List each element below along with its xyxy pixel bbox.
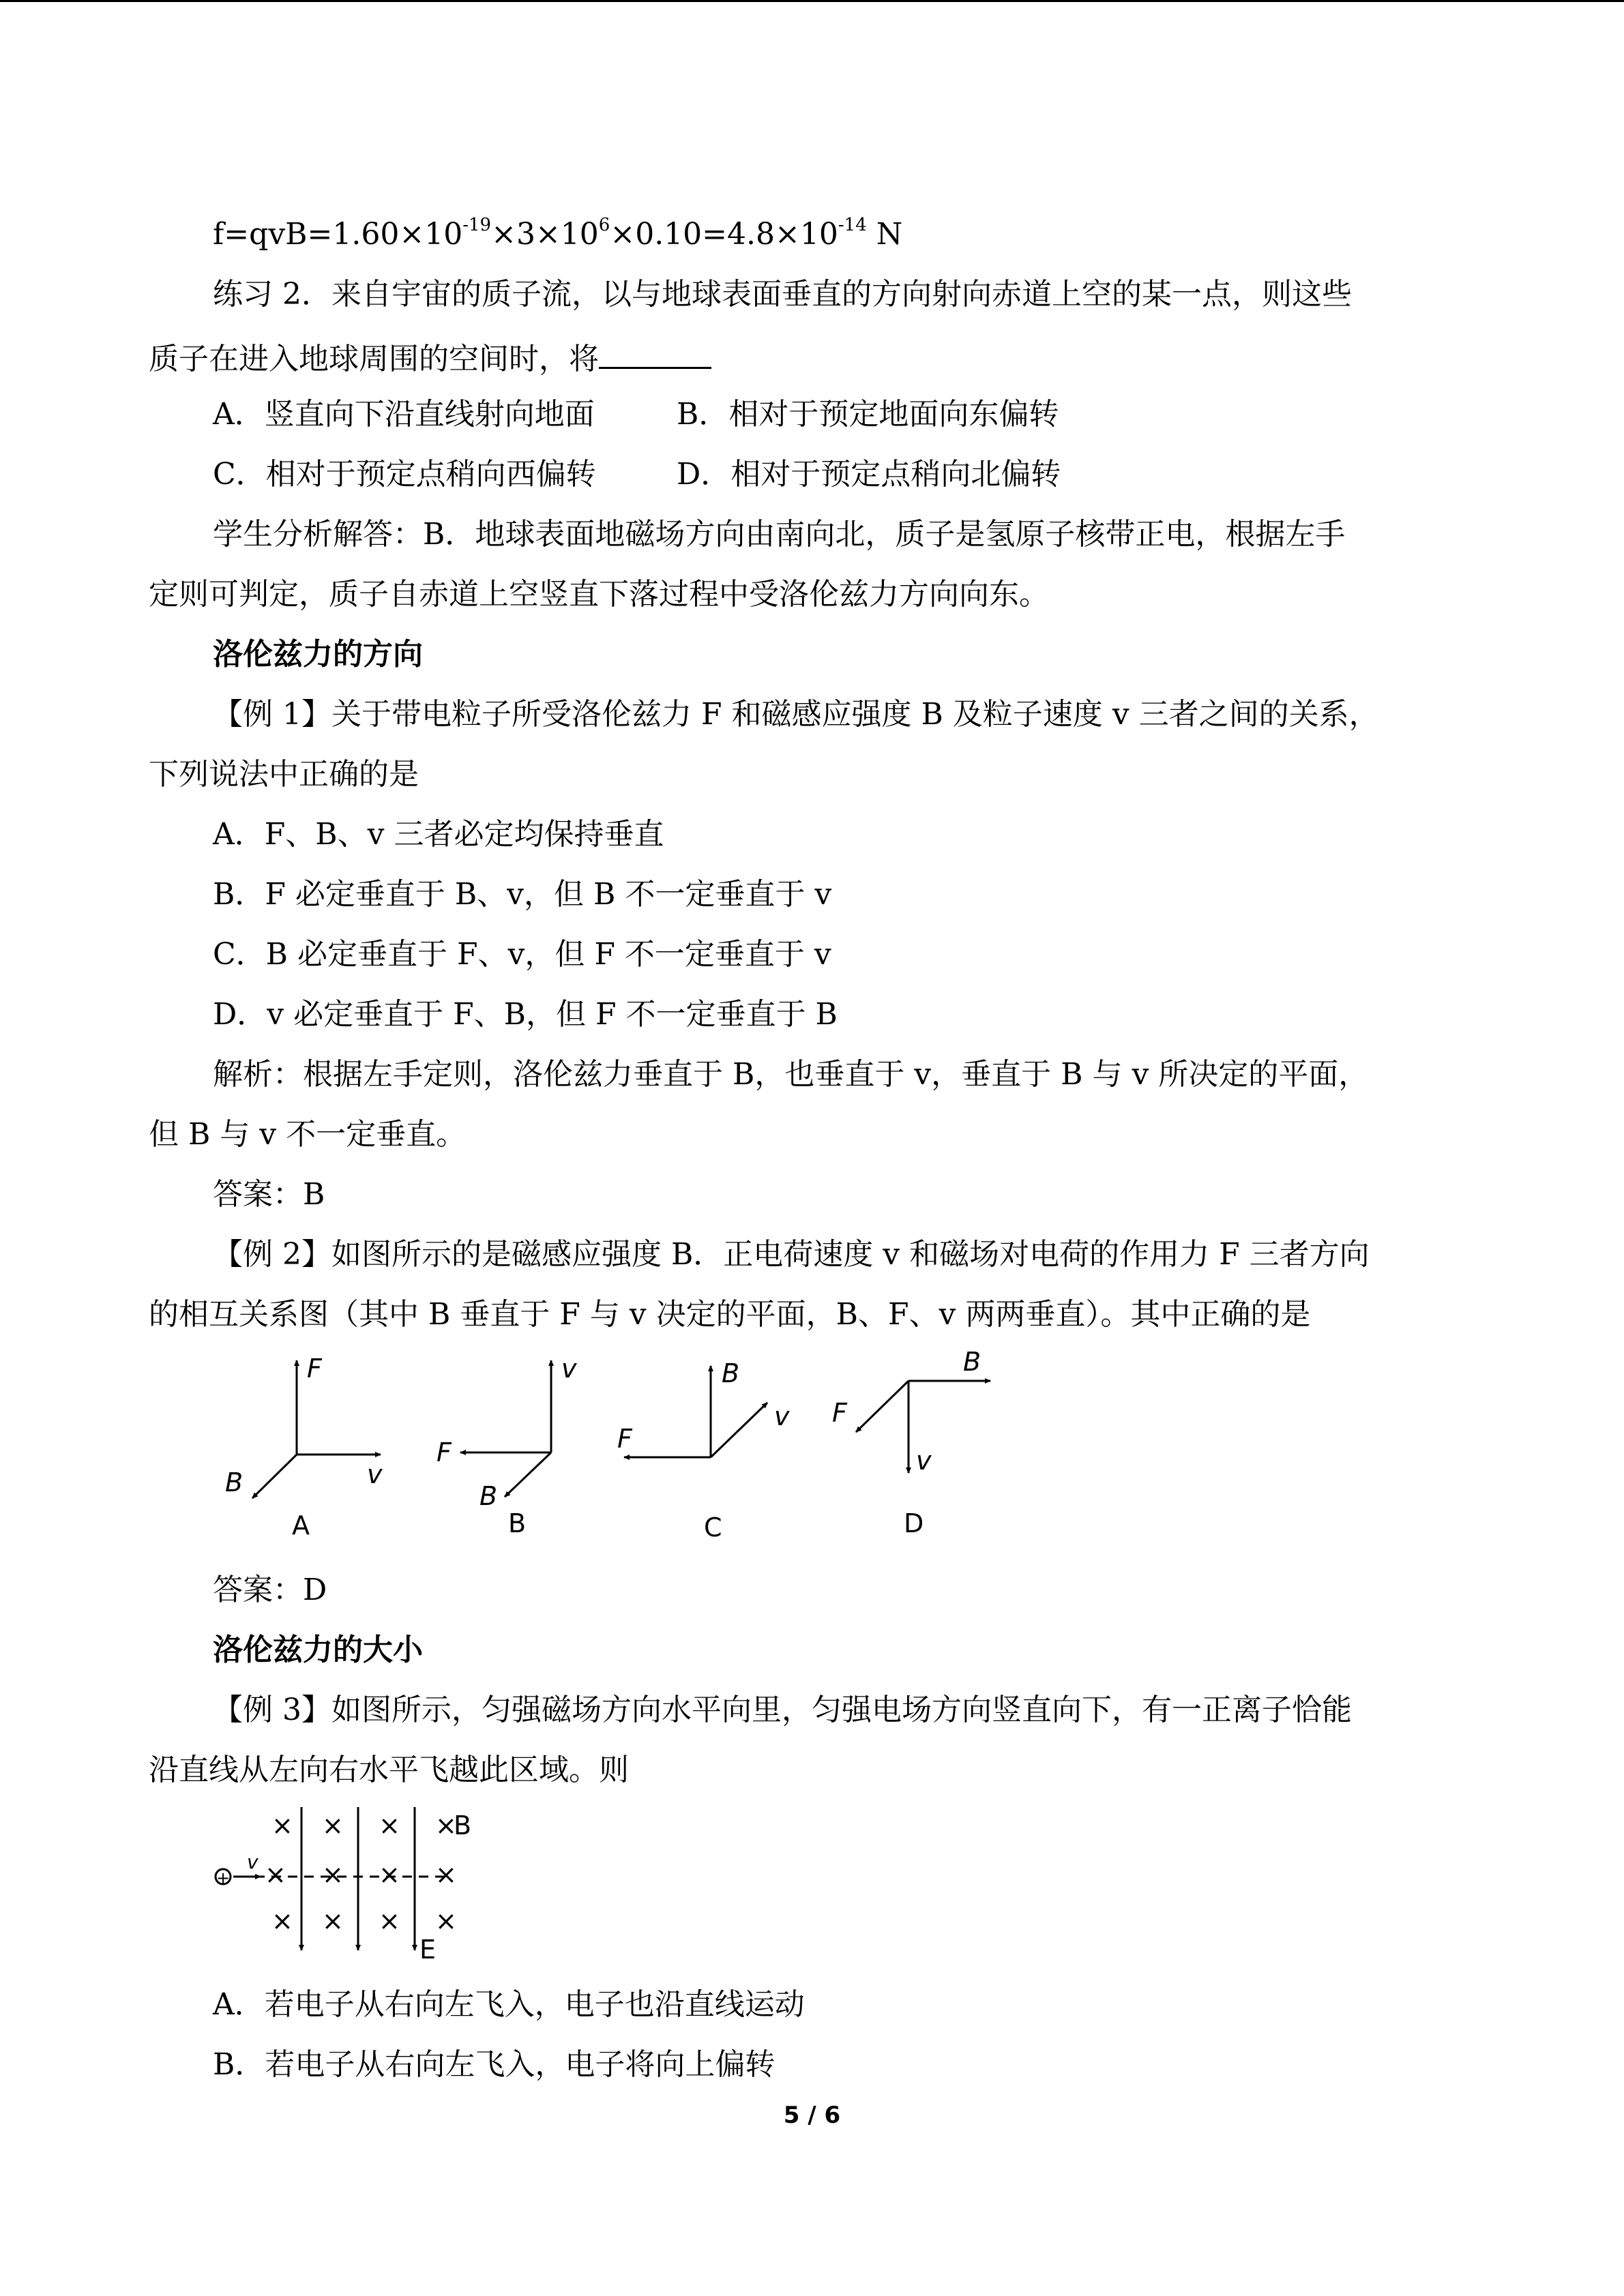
b-field-cross: ×: [265, 1860, 286, 1890]
diagram-c-v-label: v: [774, 1401, 790, 1431]
exercise2-option-a: A．竖直向下沿直线射向地面: [213, 397, 595, 432]
direction-diagrams-figure: [205, 1347, 1023, 1551]
crossed-fields-svg: [205, 1807, 518, 1964]
caption-b: B: [508, 1508, 527, 1538]
exercise2-option-c: C．相对于预定点稍向西偏转: [213, 457, 596, 492]
answer-blank: [599, 340, 711, 369]
b-field-cross: ×: [379, 1906, 400, 1936]
diagram-d-b-label: B: [963, 1347, 981, 1377]
section-heading-direction: 洛伦兹力的方向: [213, 637, 423, 672]
example1-answer: 答案：B: [213, 1177, 325, 1212]
section-heading-magnitude: 洛伦兹力的大小: [213, 1632, 423, 1667]
b-field-cross: ×: [435, 1860, 457, 1890]
b-field-cross: ×: [322, 1906, 344, 1936]
direction-diagrams-svg: [205, 1347, 1023, 1551]
diagram-a-b-arrow: [252, 1455, 297, 1498]
b-field-cross: ×: [271, 1906, 293, 1936]
exercise2-option-b: B．相对于预定地面向东偏转: [677, 397, 1059, 432]
diagram-a-b-label: B: [225, 1467, 243, 1497]
diagram-d-f-arrow: [856, 1381, 909, 1432]
caption-d: D: [904, 1508, 924, 1538]
example1-option-c: C．B 必定垂直于 F、v，但 F 不一定垂直于 v: [213, 937, 831, 972]
caption-a: A: [292, 1510, 310, 1540]
velocity-label: v: [247, 1851, 259, 1873]
b-field-cross: ×: [271, 1810, 293, 1840]
diagram-c-b-label: B: [722, 1358, 740, 1388]
ion-plus-sign: +: [216, 1868, 231, 1888]
example1-option-a: A．F、B、v 三者必定均保持垂直: [213, 817, 664, 852]
exercise2-answer-line2: 定则可判定，质子自赤道上空竖直下落过程中受洛伦兹力方向向东。: [149, 577, 1049, 612]
example1-analysis-line2: 但 B 与 v 不一定垂直。: [149, 1117, 467, 1152]
example2-line1: 【例 2】如图所示的是磁感应强度 B．正电荷速度 v 和磁场对电荷的作用力 F 三者方向: [213, 1237, 1370, 1272]
example2-answer: 答案：D: [213, 1572, 327, 1607]
b-field-cross: ×: [322, 1860, 344, 1890]
example2-line2: 的相互关系图（其中 B 垂直于 F 与 v 决定的平面，B、F、v 两两垂直）。其中正确的是: [149, 1297, 1311, 1332]
diagram-d-f-label: F: [832, 1398, 847, 1428]
b-field-cross: ×: [435, 1810, 457, 1840]
caption-c: C: [704, 1512, 722, 1542]
b-field-cross: ×: [379, 1860, 400, 1890]
diagram-b-b-label: B: [479, 1481, 498, 1511]
exercise2-option-d: D．相对于预定点稍向北偏转: [677, 457, 1061, 492]
example1-line1: 【例 1】关于带电粒子所受洛伦兹力 F 和磁感应强度 B 及粒子速度 v 三者之间的关系，: [213, 697, 1379, 732]
b-field-cross: ×: [435, 1906, 457, 1936]
example3-option-a: A．若电子从右向左飞入，电子也沿直线运动: [213, 1987, 805, 2022]
exercise2-line1: 练习 2．来自宇宙的质子流，以与地球表面垂直的方向射向赤道上空的某一点，则这些: [213, 277, 1352, 312]
diagram-b-v-label: v: [561, 1354, 577, 1384]
top-rule: [0, 0, 1624, 2]
diagram-c-f-label: F: [617, 1424, 632, 1454]
b-field-cross: ×: [379, 1810, 400, 1840]
diagram-a-v-label: v: [367, 1459, 383, 1489]
diagram-a-f-label: F: [307, 1354, 322, 1384]
b-field-cross: ×: [322, 1810, 344, 1840]
diagram-b-b-arrow: [505, 1452, 551, 1497]
b-field-label: B: [454, 1810, 472, 1840]
exercise2-answer-line1: 学生分析解答：B．地球表面地磁场方向由南向北，质子是氢原子核带正电，根据左手: [213, 517, 1346, 552]
example1-analysis-line1: 解析：根据左手定则，洛伦兹力垂直于 B，也垂直于 v，垂直于 B 与 v 所决定的平面，: [213, 1057, 1369, 1092]
exercise2-line2: 质子在进入地球周围的空间时，将: [149, 340, 711, 374]
example1-line2: 下列说法中正确的是: [149, 757, 419, 792]
diagram-c-v-arrow: [711, 1403, 767, 1457]
e-field-label: E: [419, 1935, 437, 1964]
page-number: 5 / 6: [783, 2102, 841, 2129]
diagram-b-f-label: F: [437, 1437, 452, 1467]
crossed-fields-figure: [205, 1807, 518, 1964]
diagram-d-v-label: v: [916, 1446, 932, 1476]
example3-line2: 沿直线从左向右水平飞越此区域。则: [149, 1753, 629, 1787]
example3-option-b: B．若电子从右向左飞入，电子将向上偏转: [213, 2047, 776, 2082]
example1-option-d: D．v 必定垂直于 F、B，但 F 不一定垂直于 B: [213, 997, 838, 1032]
formula-line: $f=qvB=1.60\times 10^{-19}\times 3\times 10^6\times 0.10=4.8\times 10^{-14}$ N: [213, 215, 903, 252]
example1-option-b: B．F 必定垂直于 B、v，但 B 不一定垂直于 v: [213, 877, 832, 912]
example3-line1: 【例 3】如图所示，匀强磁场方向水平向里，匀强电场方向竖直向下，有一正离子恰能: [213, 1693, 1352, 1727]
